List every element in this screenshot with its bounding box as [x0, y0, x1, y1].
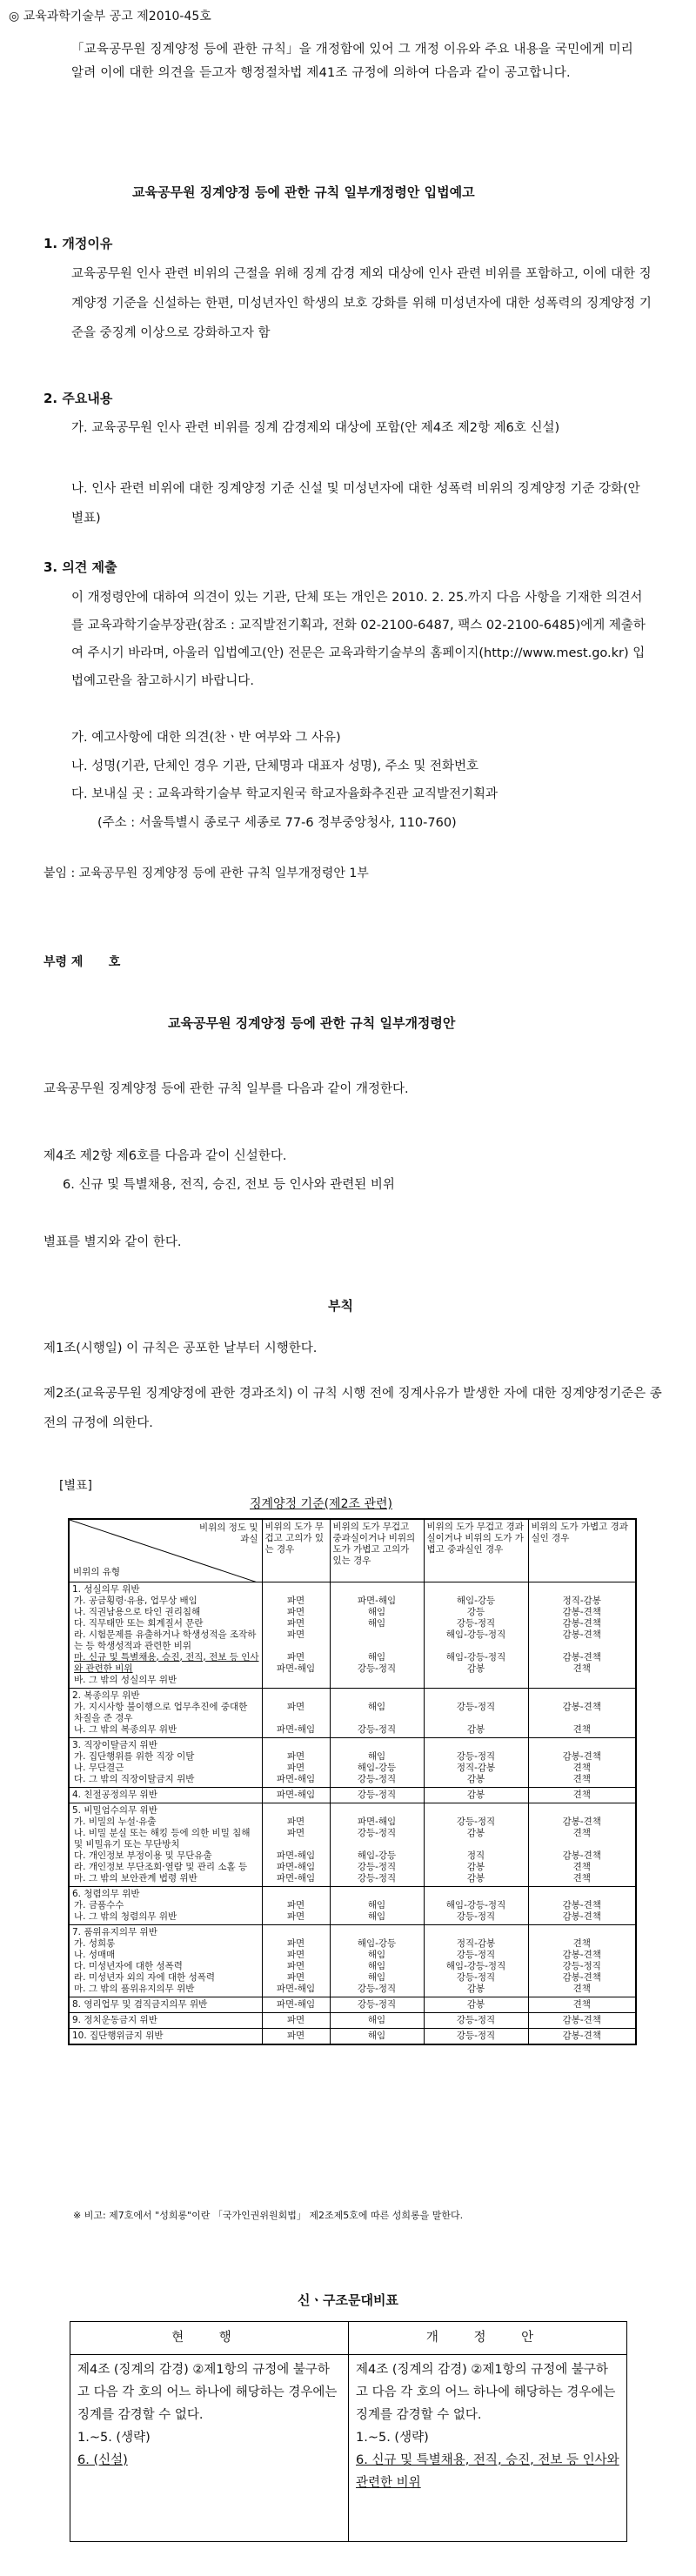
penalty-line: 파면	[286, 1595, 305, 1606]
penalty-cell-2	[330, 1886, 424, 1924]
penalty-line	[427, 1805, 525, 1817]
penalty-cell-1	[262, 1924, 330, 1997]
comparison-right-header: 개 정 안	[349, 2322, 627, 2355]
table-row	[69, 1886, 636, 1924]
penalty-line	[333, 1690, 421, 1702]
penalty-line: 해임-강등-정직	[445, 1960, 506, 1971]
penalty-line: 견책	[572, 1723, 591, 1735]
penalty-line	[532, 1805, 633, 1817]
penalty-cell-3	[424, 1803, 528, 1886]
penalty-line: 강등-정직	[456, 1701, 496, 1712]
penalty-line: 강등-정직	[357, 1827, 397, 1838]
penalty-cell-4	[528, 1803, 636, 1886]
penalty-line: 해임	[367, 1910, 386, 1922]
penalty-line: 정직-감봉	[456, 1762, 496, 1773]
penalty-line: 감봉	[466, 1723, 485, 1735]
penalty-line: 견책	[572, 1827, 591, 1838]
penalty-line: 견책	[572, 1872, 591, 1883]
penalty-line: 감봉-견책	[562, 1629, 601, 1640]
penalty-line: 파면	[286, 1971, 305, 1983]
penalty-cell-3	[424, 1997, 528, 2012]
violation-type-line: 라. 시험문제를 유출하거나 학생성적을 조작하는 등 학생성적과 관련한 비위	[74, 1629, 257, 1651]
violation-type-line: 7. 품위유지의무 위반	[72, 1926, 157, 1937]
penalty-line: 파면-해임	[276, 1663, 316, 1674]
penalty-line: 견책	[572, 1663, 591, 1674]
violation-type-line: 다. 미성년자에 대한 성폭력	[74, 1960, 183, 1971]
comparison-left-new: 6. (신설)	[77, 2453, 128, 2467]
penalty-line	[427, 1713, 525, 1724]
penalty-cell-2	[330, 1924, 424, 1997]
penalty-line: 강등-정직	[357, 1861, 397, 1872]
penalty-line: 파면	[286, 1651, 305, 1663]
penalty-cell-4	[528, 1787, 636, 1803]
penalty-cell-3	[424, 1924, 528, 1997]
addendum-article-1: 제1조(시행일) 이 규칙은 공포한 날부터 시행한다.	[44, 1342, 318, 1355]
penalty-line: 파면	[286, 1937, 305, 1949]
table-note: ※ 비고: 제7호에서 "성희롱"이란 「국가인권위원회법」 제2조제5호에 따른 성희롱을 말한다.	[73, 2210, 464, 2221]
penalty-line: 파면	[286, 1629, 305, 1640]
penalty-line: 해임	[367, 2030, 386, 2041]
section3-address: (주소 : 서울특별시 종로구 세종로 77-6 정부중앙청사, 110-760)	[97, 816, 457, 830]
violation-type-cell	[69, 1803, 262, 1886]
penalty-line: 해임-강등	[357, 1937, 397, 1949]
penalty-line	[265, 1584, 327, 1596]
violation-type-line: 마. 신규 및 특별채용, 승진, 전직, 전보 등 인사와 관련한 비위	[74, 1651, 259, 1674]
penalty-line	[265, 1740, 327, 1751]
header-diag-bottom: 비위의 유형	[73, 1566, 121, 1577]
penalty-line: 감봉	[466, 1998, 485, 2010]
section3-body: 이 개정령안에 대하여 의견이 있는 기관, 단체 또는 개인은 2010. 2. 25.까지 다음 사항을 기재한 의견서를 교육과학기술부장관(참조 : 교직발전기획과, 전화 02-2100-6487, 팩스 02-2100-6485)에게 제출하여 주시기 바라며, 아울러 입법예고(안) 전문은 교육과학기술부의 홈페이지(http://www.mest.go.kr) 입법예고란을 참고하시기 바랍니다.	[71, 591, 646, 688]
violation-type-cell	[69, 1886, 262, 1924]
penalty-line	[532, 1713, 633, 1724]
penalty-cell-1	[262, 1997, 330, 2012]
penalty-line: 강등-정직	[456, 1816, 496, 1827]
penalty-line	[265, 1713, 327, 1724]
penalty-line: 파면	[286, 1910, 305, 1922]
penalty-line	[427, 1641, 525, 1652]
table-row	[69, 1582, 636, 1688]
penalty-line: 견책	[572, 1762, 591, 1773]
penalty-cell-4	[528, 2028, 636, 2044]
penalty-line: 강등-정직	[562, 1960, 601, 1971]
penalty-line	[427, 1740, 525, 1751]
comparison-right-body: 제4조 (징계의 감경) ②제1항의 규정에 불구하고 다음 각 호의 어느 하나에 해당하는 경우에는 징계를 감경할 수 없다.	[356, 2363, 616, 2422]
penalty-line: 강등-정직	[456, 2030, 496, 2041]
violation-type-line: 가. 지시사항 불이행으로 업무추진에 중대한 차질을 준 경우	[74, 1701, 248, 1723]
penalty-line: 감봉-견책	[562, 1651, 601, 1663]
penalty-line: 강등-정직	[357, 1872, 397, 1883]
penalty-line	[265, 1641, 327, 1652]
comparison-left-cell	[70, 2355, 349, 2542]
penalty-line: 해임	[367, 1949, 386, 1960]
violation-type-line: 1. 성실의무 위반	[72, 1583, 140, 1595]
violation-type-line: 5. 비밀엄수의무 위반	[72, 1804, 157, 1816]
penalty-line	[333, 1927, 421, 1938]
violation-type-line: 4. 친절공정의무 위반	[72, 1789, 157, 1800]
comparison-table	[70, 2321, 627, 2542]
penalty-line: 감봉-견책	[562, 1701, 601, 1712]
comparison-left-body: 제4조 (징계의 감경) ②제1항의 규정에 불구하고 다음 각 호의 어느 하나에 해당하는 경우에는 징계를 감경할 수 없다.	[77, 2363, 338, 2422]
penalty-line: 감봉-견책	[562, 1971, 601, 1983]
draft-paragraph-3: 6. 신규 및 특별채용, 전직, 승진, 전보 등 인사와 관련된 비위	[63, 1178, 395, 1192]
penalty-cell-3	[424, 2012, 528, 2028]
penalty-line: 감봉-견책	[562, 1850, 601, 1861]
comparison-header-row	[70, 2322, 627, 2355]
violation-type-line: 나. 비밀 분실 또는 해킹 등에 의한 비밀 침해 및 비밀유기 또는 무단방치	[74, 1827, 251, 1850]
comparison-body-row	[70, 2355, 627, 2542]
penalty-line	[427, 1584, 525, 1596]
penalty-cell-4	[528, 1997, 636, 2012]
penalty-line	[333, 1805, 421, 1817]
section3-title: 3. 의견 제출	[44, 559, 117, 575]
penalty-line: 감봉	[466, 1861, 485, 1872]
violation-type-line: 나. 성매매	[74, 1949, 116, 1960]
penalty-line: 감봉-견책	[562, 1750, 601, 1762]
penalty-line: 감봉-견책	[562, 1617, 601, 1629]
violation-type-line: 10. 집단행위금지 위반	[72, 2030, 164, 2041]
penalty-line: 견책	[572, 1937, 591, 1949]
penalty-line: 강등-정직	[456, 2014, 496, 2025]
penalty-line: 견책	[572, 1773, 591, 1784]
violation-type-line: 나. 그 밖의 복종의무 위반	[74, 1723, 177, 1735]
notice-header: ◎ 교육과학기술부 공고 제2010-45호	[9, 10, 211, 23]
penalty-line	[532, 1889, 633, 1900]
penalty-line	[265, 1889, 327, 1900]
sanction-standard-table	[68, 1518, 637, 2045]
header-col-4: 비위의 도가 가볍고 경과실인 경우	[528, 1519, 636, 1582]
penalty-cell-2	[330, 2012, 424, 2028]
penalty-cell-4	[528, 1886, 636, 1924]
penalty-line: 감봉	[466, 1983, 485, 1994]
penalty-line: 해임-강등-정직	[445, 1629, 506, 1640]
violation-type-line: 다. 그 밖의 직장이탈금지 위반	[74, 1773, 195, 1784]
violation-type-line: 나. 무단결근	[74, 1762, 124, 1773]
penalty-line: 감봉-견책	[562, 2030, 601, 2041]
penalty-line	[532, 1927, 633, 1938]
penalty-line	[333, 1889, 421, 1900]
penalty-line: 감봉	[466, 1789, 485, 1800]
violation-type-cell	[69, 2028, 262, 2044]
penalty-cell-2	[330, 2028, 424, 2044]
penalty-line: 강등-정직	[357, 1789, 397, 1800]
draft-paragraph-1: 교육공무원 징계양정 등에 관한 규칙 일부를 다음과 같이 개정한다.	[44, 1082, 409, 1096]
penalty-line: 강등-정직	[456, 1910, 496, 1922]
violation-type-line: 6. 청렴의무 위반	[72, 1888, 140, 1899]
table-row	[69, 1924, 636, 1997]
penalty-line: 해임-강등	[456, 1595, 496, 1606]
penalty-line: 강등-정직	[456, 1949, 496, 1960]
penalty-cell-3	[424, 1688, 528, 1737]
comparison-title: 신ㆍ구조문대비표	[298, 2292, 398, 2308]
penalty-cell-2	[330, 1997, 424, 2012]
penalty-line: 해임	[367, 1617, 386, 1629]
penalty-line: 파면	[286, 1750, 305, 1762]
comparison-right-cell	[349, 2355, 627, 2542]
penalty-line	[532, 1690, 633, 1702]
penalty-line: 파면-해임	[276, 1850, 316, 1861]
comparison-right-omit: 1.~5. (생략)	[356, 2431, 429, 2445]
penalty-line: 파면	[286, 1701, 305, 1712]
penalty-cell-2	[330, 1688, 424, 1737]
penalty-cell-1	[262, 2012, 330, 2028]
table-title: 징계양정 기준(제2조 관련)	[250, 1497, 392, 1511]
violation-type-line: 가. 집단행위를 위한 직장 이탈	[74, 1750, 195, 1762]
penalty-line: 파면-해임	[276, 1789, 316, 1800]
penalty-line: 해임	[367, 2014, 386, 2025]
violation-type-line: 다. 직무태만 또는 회계질서 문란	[74, 1617, 204, 1629]
penalty-line	[265, 1927, 327, 1938]
penalty-line	[427, 1889, 525, 1900]
penalty-line: 해임	[367, 1606, 386, 1617]
penalty-line: 감봉	[466, 1827, 485, 1838]
penalty-line	[333, 1740, 421, 1751]
penalty-cell-1	[262, 1803, 330, 1886]
penalty-line: 파면-해임	[276, 1998, 316, 2010]
penalty-line: 해임	[367, 1971, 386, 1983]
section2-title: 2. 주요내용	[44, 391, 113, 406]
penalty-line	[532, 1740, 633, 1751]
penalty-line: 강등-정직	[456, 1971, 496, 1983]
violation-type-cell	[69, 1997, 262, 2012]
table-row	[69, 1737, 636, 1787]
penalty-line: 강등-정직	[357, 1998, 397, 2010]
header-col-1: 비위의 도가 무겁고 고의가 있는 경우	[262, 1519, 330, 1582]
penalty-line: 파면	[286, 1960, 305, 1971]
penalty-line: 강등	[466, 1606, 485, 1617]
penalty-line: 파면	[286, 1949, 305, 1960]
penalty-line: 해임	[367, 1899, 386, 1910]
penalty-line: 파면	[286, 1617, 305, 1629]
penalty-line	[333, 1713, 421, 1724]
penalty-line: 파면	[286, 1816, 305, 1827]
penalty-cell-3	[424, 1787, 528, 1803]
penalty-line	[427, 1690, 525, 1702]
violation-type-line: 2. 복종의무 위반	[72, 1689, 140, 1701]
violation-type-line: 나. 직권남용으로 타인 권리침해	[74, 1606, 201, 1617]
penalty-line	[532, 1839, 633, 1850]
violation-type-line: 나. 그 밖의 청렴의무 위반	[74, 1910, 177, 1922]
penalty-line: 견책	[572, 1861, 591, 1872]
violation-type-line: 가. 비밀의 누설·유출	[74, 1816, 157, 1827]
penalty-line	[333, 1641, 421, 1652]
table-row	[69, 1803, 636, 1886]
penalty-line: 감봉	[466, 1773, 485, 1784]
penalty-line: 해임	[367, 1960, 386, 1971]
violation-type-line: 가. 금품수수	[74, 1899, 124, 1910]
penalty-line	[333, 1839, 421, 1850]
penalty-line: 해임-강등	[357, 1762, 397, 1773]
penalty-line: 파면	[286, 1899, 305, 1910]
penalty-line: 감봉-견책	[562, 1949, 601, 1960]
table-row	[69, 1997, 636, 2012]
penalty-line	[333, 1629, 421, 1641]
violation-type-line: 라. 미성년자 외의 자에 대한 성폭력	[74, 1971, 216, 1983]
penalty-line: 파면	[286, 1606, 305, 1617]
penalty-cell-2	[330, 1803, 424, 1886]
draft-paragraph-4: 별표를 별지와 같이 한다.	[44, 1235, 182, 1249]
penalty-line: 해임	[367, 1651, 386, 1663]
violation-type-line: 9. 정치운동금지 위반	[72, 2014, 157, 2025]
penalty-line	[265, 1839, 327, 1850]
section2-item-b: 나. 인사 관련 비위에 대한 징계양정 기준 신설 및 미성년자에 대한 성폭력 비위의 징계양정 기준 강화(안 별표)	[71, 482, 640, 525]
violation-type-cell	[69, 2012, 262, 2028]
section2-item-a: 가. 교육공무원 인사 관련 비위를 징계 감경제외 대상에 포함(안 제4조 제2항 제6호 신설)	[71, 421, 560, 435]
penalty-line: 감봉-견책	[562, 1606, 601, 1617]
violation-type-line: 마. 그 밖의 보안관계 법령 위반	[74, 1872, 197, 1883]
violation-type-line: 바. 그 밖의 성실의무 위반	[74, 1674, 177, 1685]
ordinance-number: 부령 제 호	[44, 955, 121, 969]
penalty-cell-3	[424, 1737, 528, 1787]
penalty-line: 파면	[286, 2014, 305, 2025]
penalty-line: 감봉	[466, 1663, 485, 1674]
penalty-cell-3	[424, 1582, 528, 1688]
violation-type-line: 가. 공금횡령·유용, 업무상 배임	[74, 1595, 197, 1606]
penalty-cell-2	[330, 1582, 424, 1688]
penalty-line: 파면-해임	[276, 1773, 316, 1784]
violation-type-line: 마. 그 밖의 품위유지의무 위반	[74, 1983, 195, 1994]
table-row	[69, 1688, 636, 1737]
comparison-right-new: 6. 신규 및 특별채용, 전직, 승진, 전보 등 인사와 관련한 비위	[356, 2453, 619, 2490]
penalty-line	[427, 1839, 525, 1850]
penalty-line: 강등-정직	[357, 1663, 397, 1674]
draft-paragraph-2: 제4조 제2항 제6호를 다음과 같이 신설한다.	[44, 1149, 287, 1163]
penalty-line: 파면-해임	[357, 1595, 397, 1606]
comparison-left-omit: 1.~5. (생략)	[77, 2431, 151, 2445]
penalty-line: 해임-강등-정직	[445, 1651, 506, 1663]
penalty-cell-1	[262, 1688, 330, 1737]
penalty-line: 감봉-견책	[562, 1899, 601, 1910]
penalty-line: 강등-정직	[456, 1750, 496, 1762]
header-col-3: 비위의 도가 무겁고 경과실이거나 비위의 도가 가볍고 중과실인 경우	[424, 1519, 528, 1582]
penalty-line: 정직-감봉	[456, 1937, 496, 1949]
penalty-line: 견책	[572, 1998, 591, 2010]
penalty-line: 해임-강등	[357, 1850, 397, 1861]
section1-title: 1. 개정이유	[44, 236, 113, 251]
section3-item-c: 다. 보내실 곳 : 교육과학기술부 학교지원국 학교자율화추진관 교직발전기획과	[71, 787, 498, 801]
main-title: 교육공무원 징계양정 등에 관한 규칙 일부개정령안 입법예고	[132, 184, 475, 200]
penalty-line: 감봉	[466, 1872, 485, 1883]
penalty-line: 감봉-견책	[562, 2014, 601, 2025]
penalty-line	[265, 1805, 327, 1817]
penalty-line: 강등-정직	[357, 1773, 397, 1784]
violation-type-cell	[69, 1688, 262, 1737]
penalty-cell-2	[330, 1787, 424, 1803]
section3-item-b: 나. 성명(기관, 단체인 경우 기관, 단체명과 대표자 성명), 주소 및 전화번호	[71, 759, 479, 773]
penalty-line: 파면-해임	[276, 1983, 316, 1994]
penalty-cell-4	[528, 1924, 636, 1997]
addendum-title: 부칙	[328, 1298, 353, 1314]
appendix-label: [별표]	[59, 1479, 92, 1493]
penalty-line: 파면	[286, 2030, 305, 2041]
penalty-line	[265, 1690, 327, 1702]
penalty-cell-3	[424, 1886, 528, 1924]
penalty-line: 파면-해임	[276, 1861, 316, 1872]
violation-type-line: 가. 성희롱	[74, 1937, 116, 1949]
penalty-line: 강등-정직	[357, 1723, 397, 1735]
table-header-row	[69, 1519, 636, 1582]
violation-type-cell	[69, 1737, 262, 1787]
violation-type-line: 라. 개인정보 무단조회·열람 및 관리 소홀 등	[74, 1861, 248, 1872]
penalty-cell-1	[262, 1582, 330, 1688]
penalty-line: 파면-해임	[276, 1872, 316, 1883]
penalty-cell-2	[330, 1737, 424, 1787]
violation-type-cell	[69, 1787, 262, 1803]
penalty-cell-4	[528, 1688, 636, 1737]
penalty-cell-4	[528, 1737, 636, 1787]
penalty-line	[333, 1584, 421, 1596]
penalty-cell-4	[528, 1582, 636, 1688]
penalty-line: 견책	[572, 1789, 591, 1800]
penalty-line: 해임	[367, 1701, 386, 1712]
comparison-left-header: 현 행	[70, 2322, 349, 2355]
penalty-line: 감봉-견책	[562, 1910, 601, 1922]
attachment-line: 붙임 : 교육공무원 징계양정 등에 관한 규칙 일부개정령안 1부	[44, 866, 369, 880]
penalty-cell-1	[262, 1886, 330, 1924]
violation-type-line: 8. 영리업무 및 겸직금지의무 위반	[72, 1998, 208, 2010]
section3-item-a: 가. 예고사항에 대한 의견(찬ㆍ반 여부와 그 사유)	[71, 731, 341, 745]
penalty-line: 파면	[286, 1827, 305, 1838]
penalty-line: 해임-강등-정직	[445, 1899, 506, 1910]
section1-body: 교육공무원 인사 관련 비위의 근절을 위해 징계 감경 제외 대상에 인사 관련 비위를 포함하고, 이에 대한 징계양정 기준을 신설하는 한편, 미성년자인 학생의 보호 강화를 위해 미성년자에 대한 성폭력의 징계양정 기준을 중징계 이상으로 강화하고자 함	[71, 267, 652, 340]
penalty-cell-1	[262, 1787, 330, 1803]
penalty-cell-1	[262, 1737, 330, 1787]
penalty-line: 감봉-견책	[562, 1816, 601, 1827]
penalty-cell-4	[528, 2012, 636, 2028]
penalty-line	[532, 1641, 633, 1652]
penalty-line: 견책	[572, 1983, 591, 1994]
intro-paragraph: 「교육공무원 징계양정 등에 관한 규칙」을 개정함에 있어 그 개정 이유와 주요 내용을 국민에게 미리 알려 이에 대한 의견을 듣고자 행정절차법 제41조 규정에 의하여 다음과 같이 공고합니다.	[71, 43, 633, 80]
penalty-line: 파면-해임	[276, 1723, 316, 1735]
penalty-line: 해임	[367, 1750, 386, 1762]
table-row	[69, 1787, 636, 1803]
violation-type-cell	[69, 1582, 262, 1688]
table-header-diagonal-cell	[69, 1519, 262, 1582]
penalty-cell-1	[262, 2028, 330, 2044]
penalty-line: 파면-해임	[357, 1816, 397, 1827]
violation-type-line: 다. 개인정보 부정이용 및 무단유출	[74, 1850, 212, 1861]
penalty-cell-3	[424, 2028, 528, 2044]
table-row	[69, 2012, 636, 2028]
penalty-line: 강등-정직	[456, 1617, 496, 1629]
draft-title: 교육공무원 징계양정 등에 관한 규칙 일부개정령안	[168, 1015, 456, 1031]
violation-type-line: 3. 직장이탈금지 위반	[72, 1739, 157, 1750]
penalty-line: 강등-정직	[357, 1983, 397, 1994]
addendum-article-2: 제2조(교육공무원 징계양정에 관한 경과조치) 이 규칙 시행 전에 징계사유가 발생한 자에 대한 징계양정기준은 종전의 규정에 의한다.	[44, 1387, 662, 1430]
penalty-line	[532, 1584, 633, 1596]
table-row	[69, 2028, 636, 2044]
penalty-line: 정직	[466, 1850, 485, 1861]
violation-type-cell	[69, 1924, 262, 1997]
header-col-2: 비위의 도가 무겁고 중과실이거나 비위의 도가 가볍고 고의가 있는 경우	[330, 1519, 424, 1582]
header-diag-top: 비위의 정도 및 과실	[198, 1522, 258, 1544]
penalty-line: 정직-감봉	[562, 1595, 601, 1606]
penalty-line: 파면	[286, 1762, 305, 1773]
penalty-line	[427, 1927, 525, 1938]
